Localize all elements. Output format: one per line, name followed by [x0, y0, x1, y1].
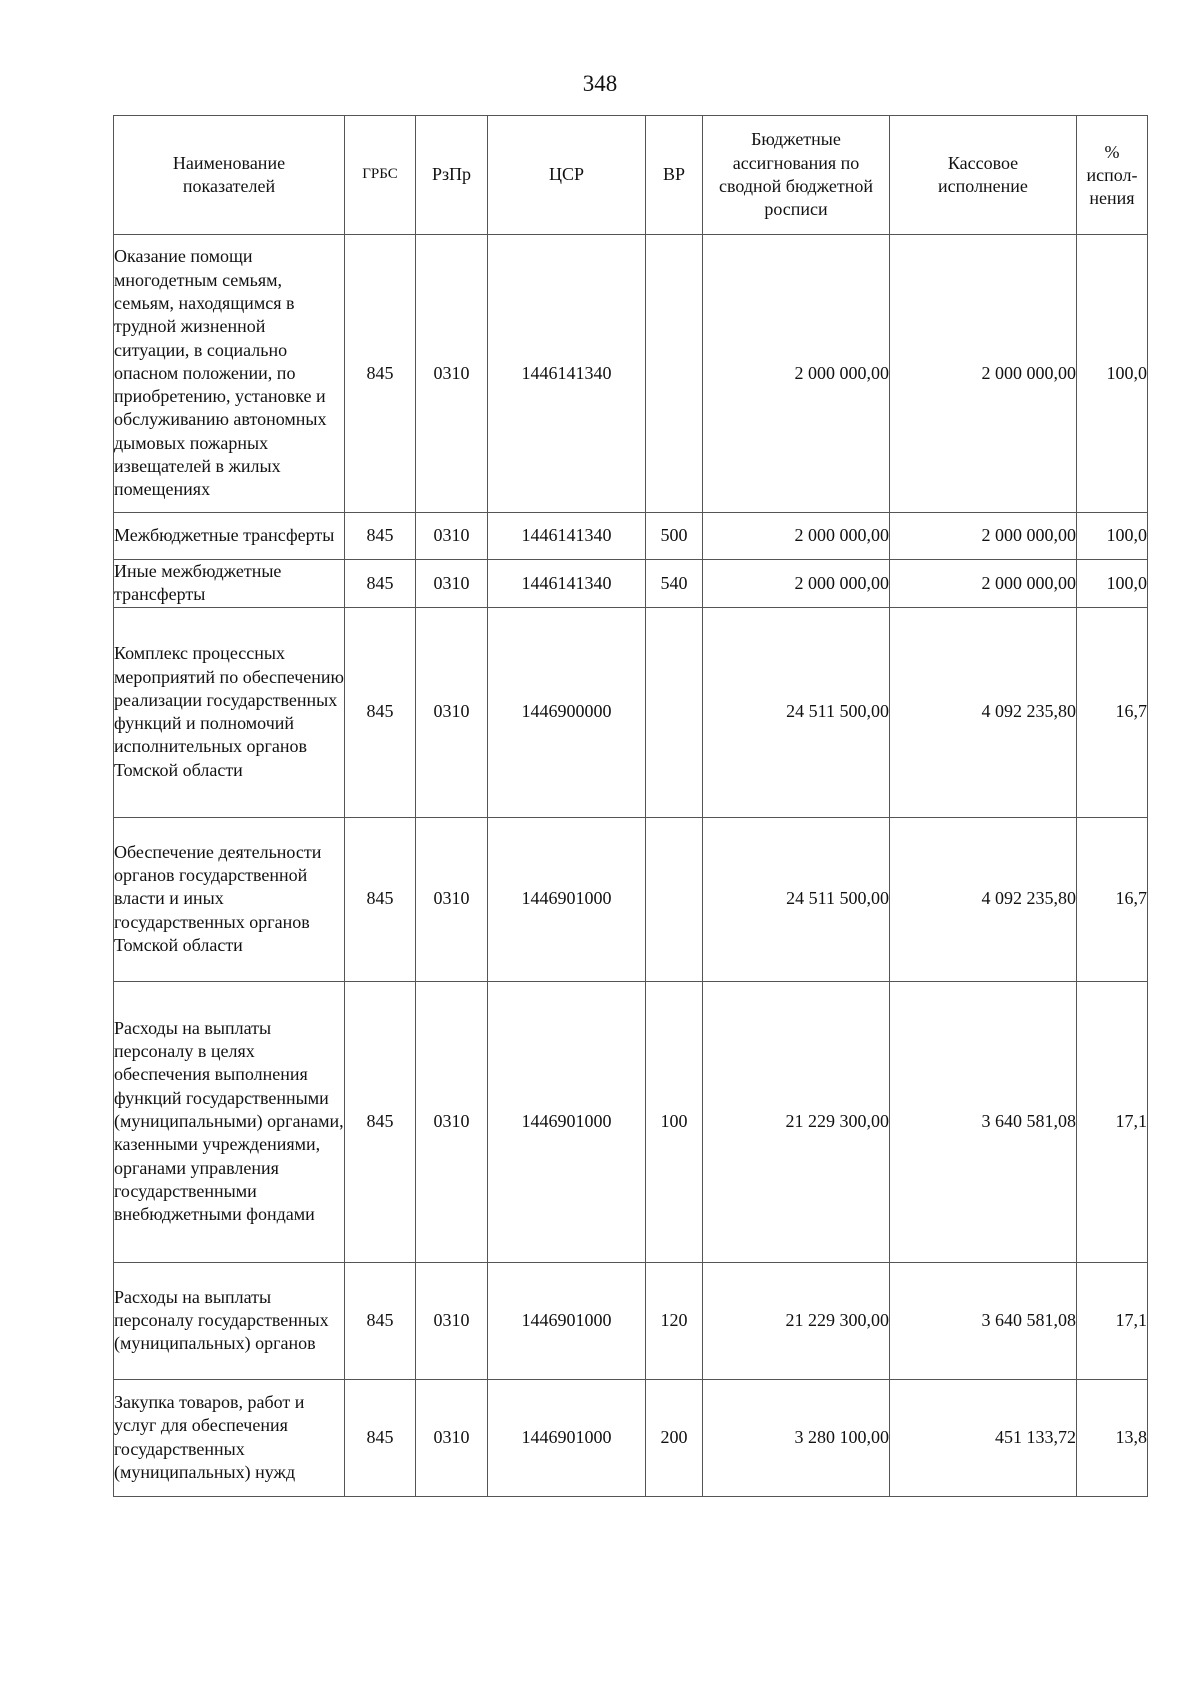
table-row [114, 560, 1148, 608]
row-percent-cell: 100,0 [1077, 560, 1148, 608]
page-number: 348 [582, 71, 618, 96]
row-cash-cell: 3 640 581,08 [890, 1262, 1077, 1379]
row-cash-cell: 3 640 581,08 [890, 981, 1077, 1262]
row-budget-cell: 24 511 500,00 [703, 607, 890, 817]
row-name-cell: Расходы на выплаты персоналу в целях обеспечения выполнения функций государственными (муниципальными) органами, казенными учреждениями, органами управления государственными внебюджетными фондами [114, 981, 345, 1262]
row-vr-cell [646, 607, 703, 817]
row-name-cell: Межбюджетные трансферты [114, 513, 345, 560]
row-budget-cell: 2 000 000,00 [703, 513, 890, 560]
row-cash-cell: 2 000 000,00 [890, 513, 1077, 560]
row-vr-cell: 200 [646, 1379, 703, 1496]
table-row [114, 981, 1148, 1262]
row-name-cell: Комплекс процессных мероприятий по обеспечению реализации государственных функций и полномочий исполнительных органов Томской области [114, 607, 345, 817]
row-budget-cell: 2 000 000,00 [703, 235, 890, 513]
row-csr-cell: 1446901000 [488, 1379, 646, 1496]
row-name-cell: Оказание помощи многодетным семьям, семьям, находящимся в трудной жизненной ситуации, в социально опасном положении, по приобретению, установке и обслуживанию автономных дымовых пожарных извещателей в жилых помещениях [114, 235, 345, 513]
row-rzpr-cell: 0310 [416, 560, 488, 608]
table-row [114, 817, 1148, 981]
row-csr-cell: 1446141340 [488, 235, 646, 513]
row-cash-cell: 4 092 235,80 [890, 817, 1077, 981]
row-percent-cell: 16,7 [1077, 607, 1148, 817]
row-grbs-cell: 845 [345, 1262, 416, 1379]
row-rzpr-cell: 0310 [416, 235, 488, 513]
row-grbs-cell: 845 [345, 513, 416, 560]
row-cash-cell: 2 000 000,00 [890, 235, 1077, 513]
row-csr-cell: 1446901000 [488, 817, 646, 981]
table-row [114, 235, 1148, 513]
row-name-cell: Иные межбюджетные трансферты [114, 560, 345, 608]
row-rzpr-cell: 0310 [416, 513, 488, 560]
row-vr-cell: 540 [646, 560, 703, 608]
row-csr-cell: 1446901000 [488, 981, 646, 1262]
row-vr-cell: 500 [646, 513, 703, 560]
row-rzpr-cell: 0310 [416, 981, 488, 1262]
row-percent-cell: 16,7 [1077, 817, 1148, 981]
row-csr-cell: 1446141340 [488, 560, 646, 608]
row-budget-cell: 2 000 000,00 [703, 560, 890, 608]
table-row [114, 1262, 1148, 1379]
row-csr-cell: 1446141340 [488, 513, 646, 560]
row-percent-cell: 100,0 [1077, 513, 1148, 560]
row-rzpr-cell: 0310 [416, 817, 488, 981]
budget-execution-table [113, 115, 1148, 1497]
header-cash: Кассовое исполнение [890, 116, 1077, 235]
header-percent: % испол-нения [1077, 116, 1148, 235]
row-grbs-cell: 845 [345, 817, 416, 981]
table-row [114, 513, 1148, 560]
row-vr-cell [646, 235, 703, 513]
header-grbs: ГРБС [345, 116, 416, 235]
row-grbs-cell: 845 [345, 1379, 416, 1496]
header-rzpr: РзПр [416, 116, 488, 235]
table-body [114, 235, 1148, 1497]
row-cash-cell: 2 000 000,00 [890, 560, 1077, 608]
row-budget-cell: 21 229 300,00 [703, 981, 890, 1262]
row-name-cell: Расходы на выплаты персоналу государственных (муниципальных) органов [114, 1262, 345, 1379]
row-grbs-cell: 845 [345, 981, 416, 1262]
row-percent-cell: 17,1 [1077, 1262, 1148, 1379]
row-grbs-cell: 845 [345, 607, 416, 817]
row-vr-cell: 120 [646, 1262, 703, 1379]
row-rzpr-cell: 0310 [416, 1379, 488, 1496]
row-name-cell: Обеспечение деятельности органов государственной власти и иных государственных органов Томской области [114, 817, 345, 981]
row-rzpr-cell: 0310 [416, 607, 488, 817]
row-grbs-cell: 845 [345, 235, 416, 513]
header-csr: ЦСР [488, 116, 646, 235]
row-csr-cell: 1446900000 [488, 607, 646, 817]
row-budget-cell: 21 229 300,00 [703, 1262, 890, 1379]
row-cash-cell: 451 133,72 [890, 1379, 1077, 1496]
row-csr-cell: 1446901000 [488, 1262, 646, 1379]
row-vr-cell [646, 817, 703, 981]
table-row [114, 607, 1148, 817]
row-budget-cell: 3 280 100,00 [703, 1379, 890, 1496]
row-vr-cell: 100 [646, 981, 703, 1262]
row-grbs-cell: 845 [345, 560, 416, 608]
header-row [114, 116, 1148, 235]
row-rzpr-cell: 0310 [416, 1262, 488, 1379]
row-percent-cell: 13,8 [1077, 1379, 1148, 1496]
table-row [114, 1379, 1148, 1496]
row-name-cell: Закупка товаров, работ и услуг для обеспечения государственных (муниципальных) нужд [114, 1379, 345, 1496]
header-budget: Бюджетные ассигнования по сводной бюджетной росписи [703, 116, 890, 235]
row-percent-cell: 100,0 [1077, 235, 1148, 513]
header-vr: ВР [646, 116, 703, 235]
header-name: Наименование показателей [114, 116, 345, 235]
row-budget-cell: 24 511 500,00 [703, 817, 890, 981]
row-cash-cell: 4 092 235,80 [890, 607, 1077, 817]
row-percent-cell: 17,1 [1077, 981, 1148, 1262]
